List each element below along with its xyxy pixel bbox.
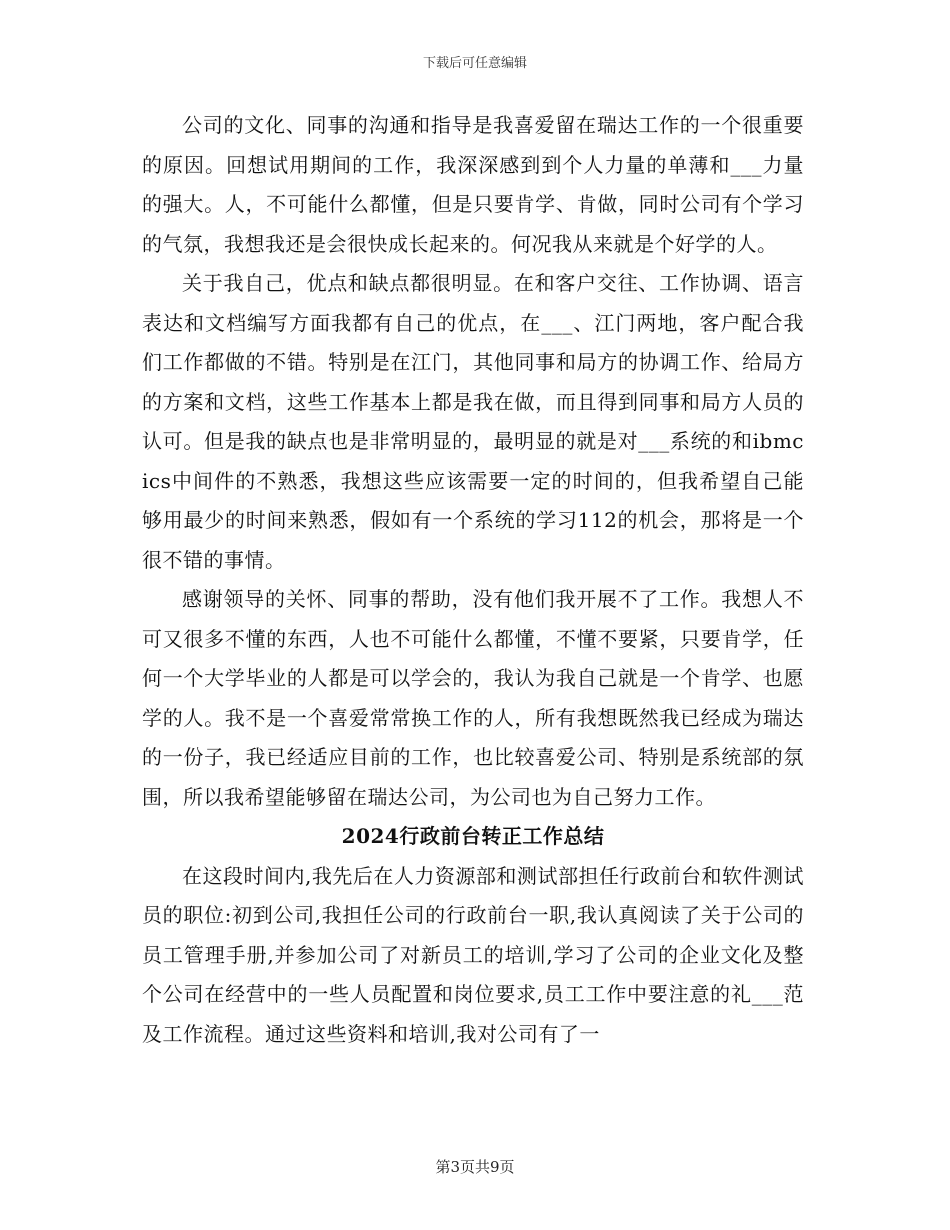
section-title: 2024行政前台转正工作总结	[341, 824, 605, 848]
page-footer: 第3页共9页	[435, 1158, 515, 1176]
paragraph-gratitude: 感谢领导的关怀、同事的帮助，没有他们我开展不了工作。我想人不可又很多不懂的东西，人也不可能什么都懂，不懂不要紧，只要肯学，任何一个大学毕业的人都是可以学会的，我认为我自己就是一个肯学、也愿学的人。我不是一个喜爱常常换工作的人，所有我想既然我已经成为瑞达的一份子，我已经适应目前的工作，也比较喜爱公司、特别是系统部的氛围，所以我希望能够留在瑞达公司，为公司也为自己努力工作。	[142, 587, 804, 809]
paragraph-strengths-weaknesses: 关于我自己，优点和缺点都很明显。在和客户交往、工作协调、语言表达和文档编写方面我都有自己的优点，在___、江门两地，客户配合我们工作都做的不错。特别是在江门，其他同事和局方的协调工作、给局方的方案和文档，这些工作基本上都是我在做，而且得到同事和局方人员的认可。但是我的缺点也是非常明显的，最明显的就是对___系统的和ibmcics中间件的不熟悉，我想这些应该需要一定的时间的，但我希望自己能够用最少的时间来熟悉，假如有一个系统的学习112的机会，那将是一个很不错的事情。	[142, 271, 804, 572]
document-body	[142, 106, 804, 1054]
page-header: 下载后可任意编辑	[422, 56, 527, 71]
paragraph-culture: 公司的文化、同事的沟通和指导是我喜爱留在瑞达工作的一个很重要的原因。回想试用期间的工作，我深深感到到个人力量的单薄和___力量的强大。人，不可能什么都懂，但是只要肯学、肯做，同时公司有个学习的气氛，我想我还是会很快成长起来的。何况我从来就是个好学的人。	[142, 113, 804, 256]
paragraph-front-desk: 在这段时间内,我先后在人力资源部和测试部担任行政前台和软件测试员的职位:初到公司,我担任公司的行政前台一职,我认真阅读了关于公司的员工管理手册,并参加公司了对新员工的培训,学习了公司的企业文化及整个公司在经营中的一些人员配置和岗位要求,员工工作中要注意的礼___范及工作流程。通过这些资料和培训,我对公司有了一	[142, 863, 804, 1046]
